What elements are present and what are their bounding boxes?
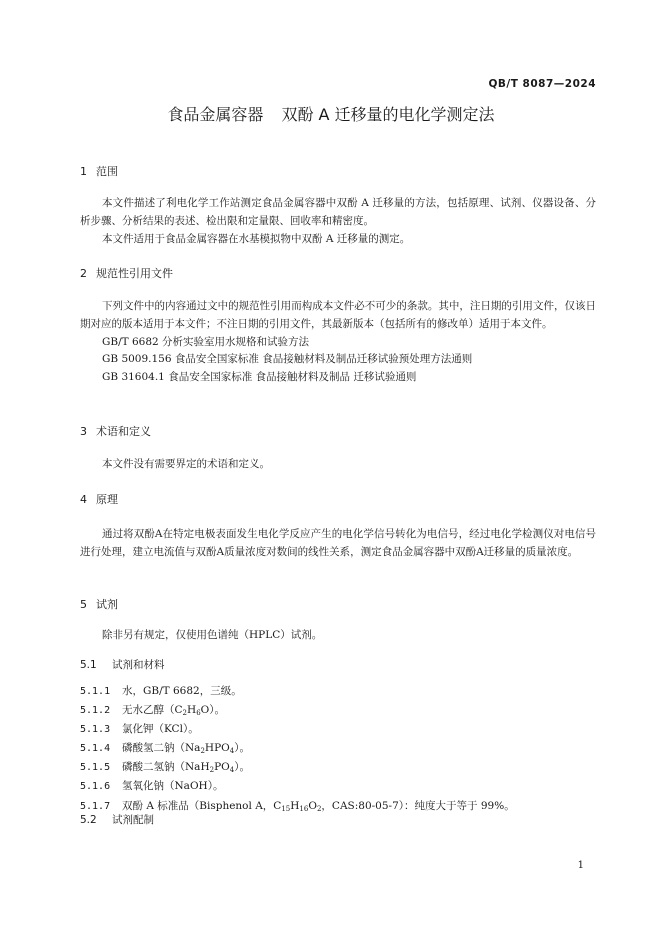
reference-item: GB 31604.1 食品安全国家标准 食品接触材料及制品 迁移试验通则	[102, 371, 417, 384]
section-5-body	[80, 627, 596, 645]
section-heading	[80, 492, 596, 508]
page-number: 1	[577, 860, 584, 871]
section-number: 3	[80, 425, 87, 438]
title-part-1: 食品金属容器	[167, 105, 264, 124]
item-number: 5.1.2	[80, 705, 111, 717]
reagent-item	[80, 758, 596, 777]
subsection-5-2	[80, 812, 596, 828]
reagent-item	[80, 701, 596, 720]
reference-item: GB/T 6682 分析实验室用水规格和试验方法	[102, 335, 310, 348]
section-4-body	[80, 526, 596, 562]
section-title: 术语和定义	[96, 425, 151, 438]
item-text: 磷酸氢二钠$(Na_2HPO_4)$。	[122, 742, 250, 756]
paragraph: 通过将双酚A在特定电极表面发生电化学反应产生的电化学信号转化为电信号，经过电化学检测仪对电信号进行处理，建立电流值与双酚A质量浓度对数间的线性关系，测定食品金属容器中双酚A迁移量的质量浓度。	[80, 528, 596, 558]
paragraph: 本文件适用于食品金属容器在水基模拟物中双酚 A 迁移量的测定。	[102, 232, 411, 245]
section-title: 范围	[96, 165, 118, 178]
title-part-2: 双酚 A 迁移量的电化学测定法	[281, 105, 495, 124]
subsection-title: 试剂配制	[112, 814, 154, 826]
item-number: 5.1.4	[80, 743, 111, 755]
section-3	[80, 424, 596, 440]
section-number: 5	[80, 598, 87, 611]
section-1-body	[80, 195, 596, 248]
item-number: 5.1.5	[80, 762, 111, 774]
item-number: 5.1.6	[80, 781, 111, 793]
item-text: 水，GB/T 6682，三级。	[122, 685, 242, 697]
section-heading	[80, 266, 596, 282]
item-text: 氢氧化钠（NaOH）。	[122, 780, 224, 793]
subsection-heading	[80, 812, 596, 828]
item-text: 氯化钾（KCl）。	[122, 723, 199, 736]
section-title: 规范性引用文件	[96, 267, 173, 280]
section-heading	[80, 164, 596, 180]
section-3-body	[80, 456, 596, 474]
reagent-item	[80, 682, 596, 701]
section-heading	[80, 597, 596, 613]
section-number: 2	[80, 267, 87, 280]
section-1	[80, 164, 596, 180]
section-4	[80, 492, 596, 508]
section-2	[80, 266, 596, 282]
section-title: 试剂	[96, 598, 118, 611]
item-number: 5.1.7	[80, 800, 111, 812]
subsection-heading	[80, 657, 596, 673]
document-title	[0, 104, 662, 126]
paragraph: 本文件没有需要界定的术语和定义。	[102, 458, 270, 470]
section-2-body	[80, 298, 596, 387]
item-number: 5.1.3	[80, 724, 111, 736]
item-number: 5.1.1	[80, 686, 111, 697]
reagent-list	[80, 682, 596, 816]
item-text: 无水乙醇$(C_2H_6O)$。	[122, 704, 226, 718]
reagent-item	[80, 720, 596, 739]
reference-item: GB 5009.156 食品安全国家标准 食品接触材料及制品迁移试验预处理方法通则	[102, 353, 473, 366]
subsection-5-1	[80, 657, 596, 673]
paragraph: 本文件描述了利电化学工作站测定食品金属容器中双酚 A 迁移量的方法，包括原理、试剂、仪器设备、分析步骤、分析结果的表述、检出限和定量限、回收率和精密度。	[80, 197, 596, 227]
section-5	[80, 597, 596, 613]
reagent-item	[80, 739, 596, 758]
subsection-title: 试剂和材料	[112, 659, 165, 671]
section-heading	[80, 424, 596, 440]
reagent-item	[80, 777, 596, 796]
item-text: 磷酸二氢钠$(NaH_2PO_4)$。	[122, 761, 250, 775]
standard-code: QB/T 8087—2024	[488, 78, 596, 90]
subsection-number: 5.2	[80, 814, 97, 826]
section-number: 4	[80, 493, 87, 506]
paragraph: 下列文件中的内容通过文中的规范性引用而构成本文件必不可少的条款。其中，注日期的引用文件，仅该日期对应的版本适用于本文件；不注日期的引用文件，其最新版本（包括所有的修改单）适用于本文件。	[80, 300, 596, 330]
item-text: 双酚 A 标准品（Bisphenol A，$C_{15}H_{16}O_2$，CAS:80-05-7）：纯度大于等于 99%。	[122, 799, 515, 813]
section-number: 1	[80, 165, 87, 178]
subsection-number: 5.1	[80, 659, 97, 671]
paragraph: 除非另有规定，仅使用色谱纯（HPLC）试剂。	[102, 629, 323, 641]
section-title: 原理	[96, 493, 118, 506]
